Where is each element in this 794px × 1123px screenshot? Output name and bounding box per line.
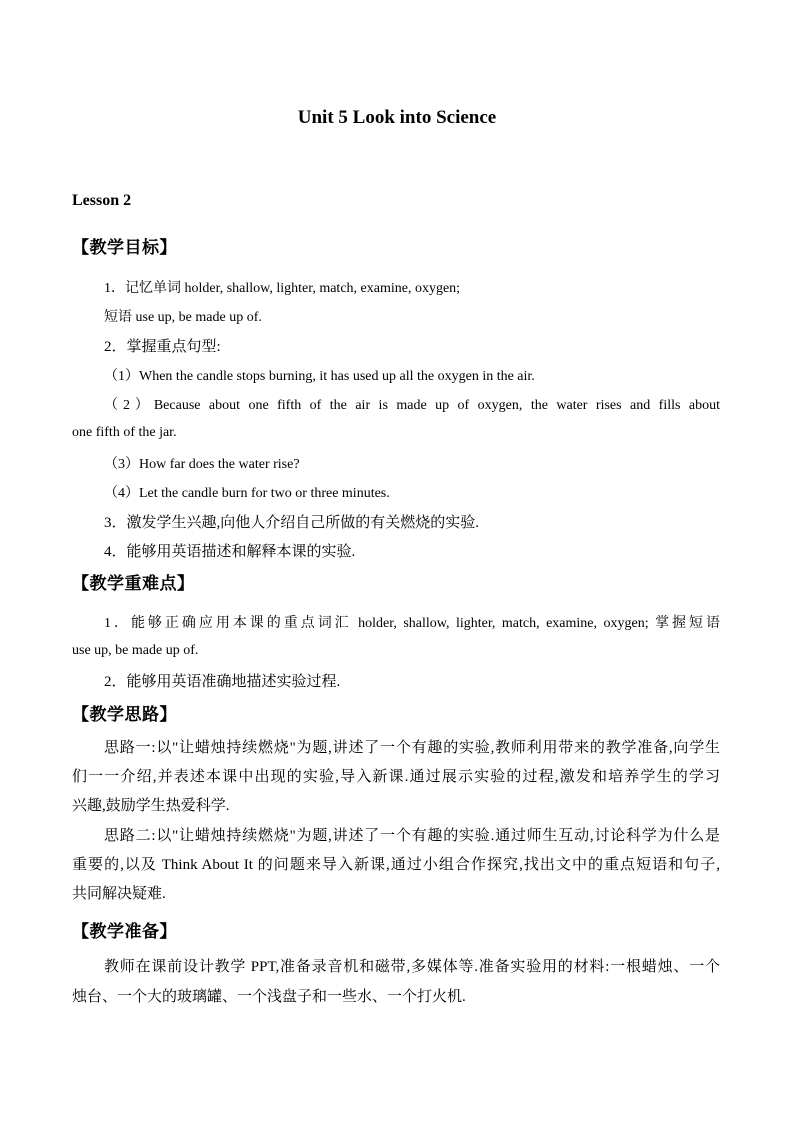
objective-line: 3．激发学生兴趣,向他人介绍自己所做的有关燃烧的实验. [104, 515, 480, 531]
objective-line: （4）Let the candle burn for two or three minutes. [104, 486, 390, 501]
preparation-line: 教师在课前设计教学 PPT,准备录音机和磁带,多媒体等.准备实验用的材料:一根蜡烛、一个 [104, 959, 720, 975]
approach-line: 共同解决疑难. [72, 886, 166, 902]
preparation-line: 烛台、一个大的玻璃罐、一个浅盘子和一些水、一个打火机. [72, 989, 466, 1005]
objective-line: 1．记忆单词 holder, shallow, lighter, match, examine, oxygen; [104, 281, 461, 296]
key-point-line: use up, be made up of. [72, 643, 199, 658]
objective-line: （3）How far does the water rise? [104, 457, 300, 472]
objectives-heading: 【教学目标】 [72, 238, 177, 257]
approach-line: 思路二:以"让蜡烛持续燃烧"为题,讲述了一个有趣的实验.通过师生互动,讨论科学为什么是 [104, 828, 720, 844]
objective-line: 2．掌握重点句型: [104, 339, 221, 355]
approach-line: 们一一介绍,并表述本课中出现的实验,导入新课.通过展示实验的过程,激发和培养学生的学习 [72, 769, 720, 785]
objective-line: 短语 use up, be made up of. [104, 310, 262, 325]
key-points-heading: 【教学重难点】 [72, 574, 195, 593]
objective-line: （2）Because about one fifth of the air is made up of oxygen, the water rises and fills about [104, 398, 720, 413]
key-point-line: 1．能够正确应用本课的重点词汇 holder, shallow, lighter, match, examine, oxygen; 掌握短语 [104, 616, 720, 631]
preparation-heading: 【教学准备】 [72, 922, 177, 941]
objective-line: 4．能够用英语描述和解释本课的实验. [104, 544, 356, 560]
document-title: Unit 5 Look into Science [297, 107, 497, 128]
objective-line: one fifth of the jar. [72, 425, 177, 440]
approach-line: 思路一:以"让蜡烛持续燃烧"为题,讲述了一个有趣的实验,教师利用带来的教学准备,向学生 [104, 740, 720, 756]
approach-line: 兴趣,鼓励学生热爱科学. [72, 798, 230, 814]
lesson-label: Lesson 2 [72, 192, 132, 209]
key-point-line: 2．能够用英语准确地描述实验过程. [104, 674, 341, 690]
approach-line: 重要的,以及 Think About It 的问题来导入新课,通过小组合作探究,找出文中的重点短语和句子, [72, 857, 720, 873]
objective-line: （1）When the candle stops burning, it has used up all the oxygen in the air. [104, 369, 535, 384]
approach-heading: 【教学思路】 [72, 705, 177, 724]
